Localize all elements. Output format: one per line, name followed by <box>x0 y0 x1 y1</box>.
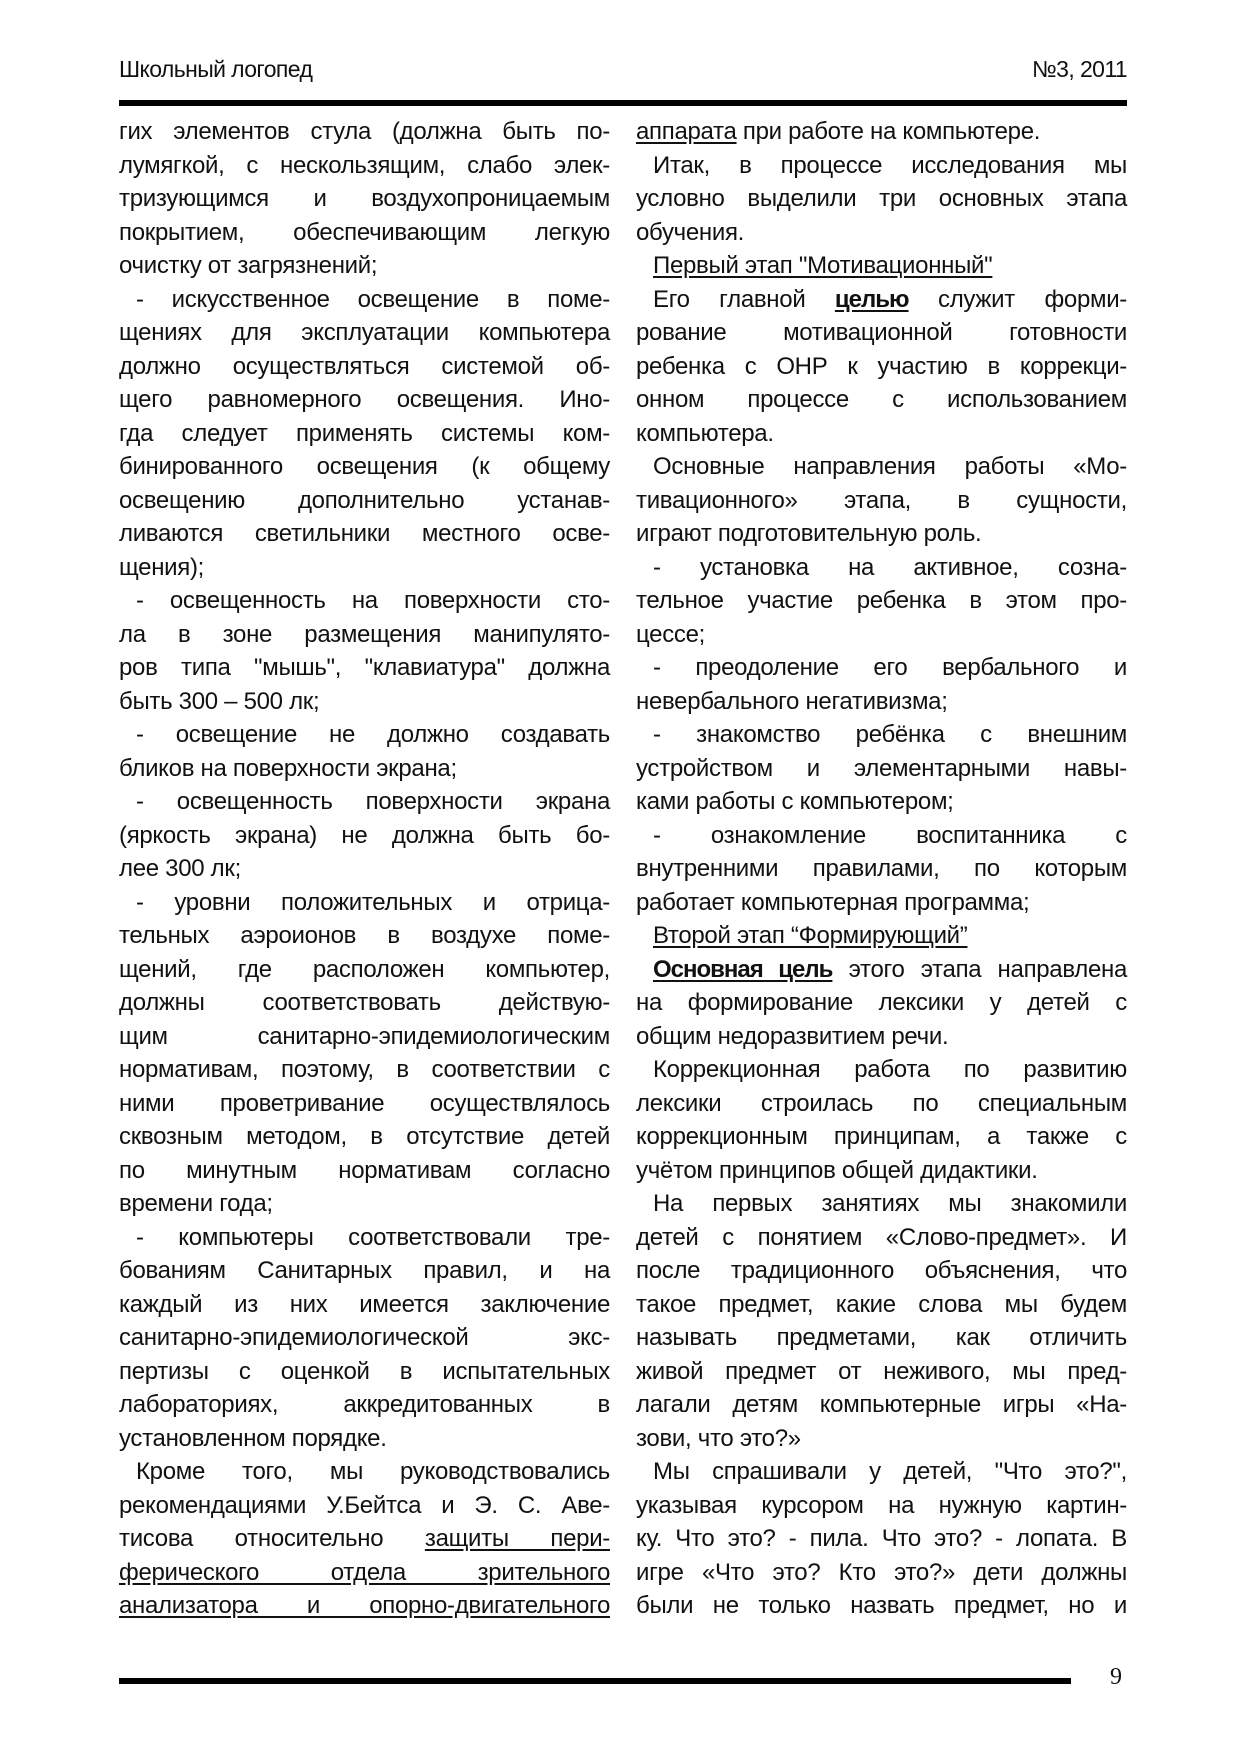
text-segment: обучения. <box>636 218 745 246</box>
text-line <box>119 383 610 417</box>
text-line <box>119 953 610 987</box>
text-line <box>119 685 610 719</box>
text-line <box>119 1254 610 1288</box>
text-line <box>636 1087 1127 1121</box>
text-segment: на формирование лексики у детей с <box>636 989 1127 1016</box>
text-line <box>636 450 1127 484</box>
underlined-text: Первый этап "Мотивационный" <box>653 252 993 279</box>
left-column <box>119 115 610 1623</box>
text-segment: онном процессе с использованием <box>636 386 1127 413</box>
text-segment: ров типа "мышь", "клавиатура" должна <box>119 654 610 681</box>
text-line <box>636 1489 1127 1523</box>
text-segment: живой предмет от неживого, мы пред- <box>636 1357 1127 1385</box>
text-line <box>636 752 1127 786</box>
text-segment: указывая курсором на нужную картин- <box>636 1491 1127 1519</box>
text-segment: учётом принципов общей дидактики. <box>636 1156 1038 1184</box>
text-segment: ливаются светильники местного осве- <box>119 520 610 547</box>
text-line <box>636 517 1127 551</box>
text-line <box>119 316 610 350</box>
underlined-text: защиты пери- <box>424 1525 610 1552</box>
text-segment: Коррекционная работа по развитию <box>653 1056 1127 1083</box>
text-line <box>119 1120 610 1154</box>
text-line <box>119 249 610 283</box>
text-line <box>636 383 1127 417</box>
issue-number: №3, 2011 <box>1032 56 1127 82</box>
text-segment: тризующимся и воздухопроницаемым <box>119 185 610 212</box>
text-segment: Кроме того, мы руководствовались <box>136 1458 610 1485</box>
text-segment: цессе; <box>636 620 706 648</box>
text-segment: работает компьютерная программа; <box>636 888 1030 916</box>
text-line <box>636 986 1127 1020</box>
text-line <box>119 216 610 250</box>
text-segment: игре «Что это? Кто это?» дети должны <box>636 1558 1127 1586</box>
text-line <box>119 1455 610 1489</box>
text-line <box>119 1489 610 1523</box>
text-segment: внутренними правилами, по которым <box>636 855 1127 882</box>
text-segment: покрытием, обеспечивающим легкую <box>119 218 610 246</box>
text-segment: коррекционным принципам, а также с <box>636 1123 1127 1150</box>
text-segment: детей с понятием «Слово-предмет». И <box>636 1223 1127 1251</box>
text-line <box>636 316 1127 350</box>
text-line <box>636 785 1127 819</box>
text-line <box>119 1221 610 1255</box>
text-segment: устройством и элементарными навы- <box>636 754 1127 782</box>
text-segment: рекомендациями У.Бейтса и Э. С. Аве- <box>119 1491 610 1519</box>
text-line <box>119 182 610 216</box>
text-line <box>119 1087 610 1121</box>
text-segment: общим недоразвитием речи. <box>636 1022 949 1050</box>
text-segment: Мы спрашивали у детей, "Что это?", <box>653 1458 1127 1485</box>
text-segment: компьютера. <box>636 419 774 447</box>
text-segment: ними проветривание осуществлялось <box>119 1089 610 1117</box>
text-line <box>119 1355 610 1389</box>
text-segment: тельное участие ребенка в этом про- <box>636 587 1127 614</box>
text-segment: должно осуществляться системой об- <box>119 352 610 380</box>
text-segment: после традиционного объяснения, что <box>636 1257 1127 1284</box>
text-segment: такое предмет, какие слова мы будем <box>636 1290 1127 1318</box>
text-line <box>636 149 1127 183</box>
text-line <box>119 484 610 518</box>
text-line <box>119 752 610 786</box>
text-segment: ребенка с ОНР к участию в коррекци- <box>636 352 1127 380</box>
text-line <box>636 1020 1127 1054</box>
text-segment: рование мотивационной готовности <box>636 319 1127 346</box>
text-line <box>636 115 1127 149</box>
bold-underlined-text: Основная цель <box>653 955 833 983</box>
text-segment: гих элементов стула (должна быть по- <box>119 118 610 145</box>
text-line <box>119 1020 610 1054</box>
text-line <box>119 886 610 920</box>
text-segment: - ознакомление воспитанника с <box>653 821 1127 849</box>
text-line <box>636 919 1127 953</box>
text-line <box>119 1053 610 1087</box>
text-line <box>636 819 1127 853</box>
text-line <box>636 1221 1127 1255</box>
text-line <box>636 852 1127 886</box>
page-number: 9 <box>1110 1664 1122 1690</box>
text-segment: щего равномерного освещения. Ино- <box>119 386 610 413</box>
text-line <box>636 1154 1127 1188</box>
text-line <box>119 651 610 685</box>
text-segment: освещению дополнительно устанав- <box>119 486 610 514</box>
underlined-text: анализатора и опорно-двигательного <box>119 1592 610 1619</box>
text-line <box>119 517 610 551</box>
text-line <box>636 1556 1127 1590</box>
text-segment: бинированного освещения (к общему <box>119 453 610 480</box>
bold-underlined-text: целью <box>834 285 909 313</box>
text-line <box>119 115 610 149</box>
text-line <box>119 417 610 451</box>
text-segment: быть 300 – 500 лк; <box>119 687 320 715</box>
text-segment: установленном порядке. <box>119 1424 387 1452</box>
text-segment: тельных аэроионов в воздухе поме- <box>119 922 610 949</box>
text-segment: На первых занятиях мы знакомили <box>653 1190 1127 1217</box>
underlined-text: Второй этап “Формирующий” <box>653 922 968 949</box>
text-segment: каждый из них имеется заключение <box>119 1290 610 1318</box>
text-segment: щениях для эксплуатации компьютера <box>119 319 610 346</box>
text-line <box>119 584 610 618</box>
text-segment: ку. Что это? - пила. Что это? - лопата. В <box>636 1525 1127 1552</box>
text-line <box>119 283 610 317</box>
text-segment: - освещенность на поверхности сто- <box>136 587 610 614</box>
text-segment: тисова относительно <box>119 1525 425 1552</box>
text-segment: по минутным нормативам согласно <box>119 1156 610 1184</box>
text-segment: - искусственное освещение в поме- <box>136 285 610 313</box>
text-segment: нормативам, поэтому, в соответствии с <box>119 1056 610 1083</box>
text-segment: лумягкой, с нескользящим, слабо элек- <box>119 151 610 179</box>
text-segment: бликов на поверхности экрана; <box>119 754 457 782</box>
text-segment: - установка на активное, созна- <box>653 553 1127 581</box>
text-line <box>119 618 610 652</box>
text-segment: щения); <box>119 553 205 581</box>
text-line <box>636 1254 1127 1288</box>
text-line <box>119 1154 610 1188</box>
text-line <box>636 1288 1127 1322</box>
text-segment: лее 300 лк; <box>119 855 241 882</box>
text-segment: невербального негативизма; <box>636 687 948 715</box>
text-segment: - освещение не должно создавать <box>136 721 610 748</box>
text-line <box>119 149 610 183</box>
text-line <box>119 1422 610 1456</box>
text-line <box>636 1422 1127 1456</box>
text-segment: санитарно-эпидемиологической экс- <box>119 1324 610 1351</box>
text-segment: - преодоление его вербального и <box>653 654 1127 681</box>
text-line <box>119 350 610 384</box>
text-line <box>119 1388 610 1422</box>
text-segment: щим санитарно-эпидемиологическим <box>119 1022 610 1050</box>
text-line <box>119 1589 610 1623</box>
text-segment: лагали детям компьютерные игры «На- <box>636 1391 1127 1418</box>
text-segment: ла в зоне размещения манипулято- <box>119 620 610 648</box>
text-line <box>119 1522 610 1556</box>
text-line <box>119 852 610 886</box>
text-line <box>636 1589 1127 1623</box>
text-line <box>636 1120 1127 1154</box>
right-column <box>636 115 1127 1623</box>
text-segment: при работе на компьютере. <box>736 118 1041 145</box>
text-segment: Итак, в процессе исследования мы <box>653 151 1127 179</box>
text-line <box>636 651 1127 685</box>
text-line <box>119 450 610 484</box>
text-line <box>119 919 610 953</box>
text-segment: тивационного» этапа, в сущности, <box>636 486 1127 514</box>
text-line <box>636 484 1127 518</box>
text-segment: зови, что это?» <box>636 1424 801 1452</box>
text-segment: условно выделили три основных этапа <box>636 185 1127 212</box>
text-line <box>119 785 610 819</box>
text-segment: - компьютеры соответствовали тре- <box>136 1223 610 1251</box>
text-segment: называть предметами, как отличить <box>636 1324 1127 1351</box>
text-segment: ками работы с компьютером; <box>636 788 954 815</box>
text-line <box>636 1053 1127 1087</box>
text-segment: Основные направления работы «Мо- <box>653 453 1127 480</box>
footer-rule <box>119 1678 1071 1684</box>
text-line <box>636 584 1127 618</box>
text-line <box>636 551 1127 585</box>
text-line <box>119 1288 610 1322</box>
text-segment: - уровни положительных и отрица- <box>136 888 610 916</box>
text-segment: лексики строилась по специальным <box>636 1089 1127 1117</box>
text-line <box>636 1355 1127 1389</box>
underlined-text: аппарата <box>636 118 737 145</box>
text-line <box>636 249 1127 283</box>
text-segment: - освещенность поверхности экрана <box>136 788 610 815</box>
text-line <box>636 886 1127 920</box>
text-line <box>119 1187 610 1221</box>
text-line <box>636 718 1127 752</box>
text-line <box>636 953 1127 987</box>
text-segment: Его главной <box>653 285 835 313</box>
text-segment: (яркость экрана) не должна быть бо- <box>119 821 610 849</box>
text-line <box>636 1522 1127 1556</box>
text-line <box>119 1321 610 1355</box>
text-segment: служит форми- <box>908 285 1127 313</box>
text-segment: пертизы с оценкой в испытательных <box>119 1357 610 1385</box>
journal-title: Школьный логопед <box>119 56 313 82</box>
text-segment: должны соответствовать действую- <box>119 989 610 1016</box>
text-line <box>636 1187 1127 1221</box>
text-segment: сквозным методом, в отсутствие детей <box>119 1123 610 1150</box>
text-segment: очистку от загрязнений; <box>119 252 378 279</box>
text-segment: времени года; <box>119 1190 273 1217</box>
text-line <box>119 819 610 853</box>
text-line <box>636 618 1127 652</box>
text-segment: гда следует применять системы ком- <box>119 419 610 447</box>
text-line <box>636 283 1127 317</box>
text-line <box>636 417 1127 451</box>
text-segment: бованиям Санитарных правил, и на <box>119 1257 610 1284</box>
text-line <box>119 986 610 1020</box>
text-line <box>119 718 610 752</box>
text-line <box>119 1556 610 1590</box>
text-segment: - знакомство ребёнка с внешним <box>653 721 1127 748</box>
text-segment: были не только назвать предмет, но и <box>636 1592 1127 1619</box>
text-segment: щений, где расположен компьютер, <box>119 955 610 983</box>
text-segment: играют подготовительную роль. <box>636 520 982 547</box>
text-line <box>636 350 1127 384</box>
text-line <box>636 685 1127 719</box>
text-line <box>636 1388 1127 1422</box>
text-segment: лабораториях, аккредитованных в <box>119 1391 610 1418</box>
text-line <box>636 182 1127 216</box>
underlined-text: ферического отдела зрительного <box>119 1558 610 1586</box>
text-line <box>119 551 610 585</box>
text-segment: этого этапа направлена <box>832 955 1128 983</box>
text-line <box>636 216 1127 250</box>
text-line <box>636 1455 1127 1489</box>
header-rule <box>119 100 1127 106</box>
text-line <box>636 1321 1127 1355</box>
